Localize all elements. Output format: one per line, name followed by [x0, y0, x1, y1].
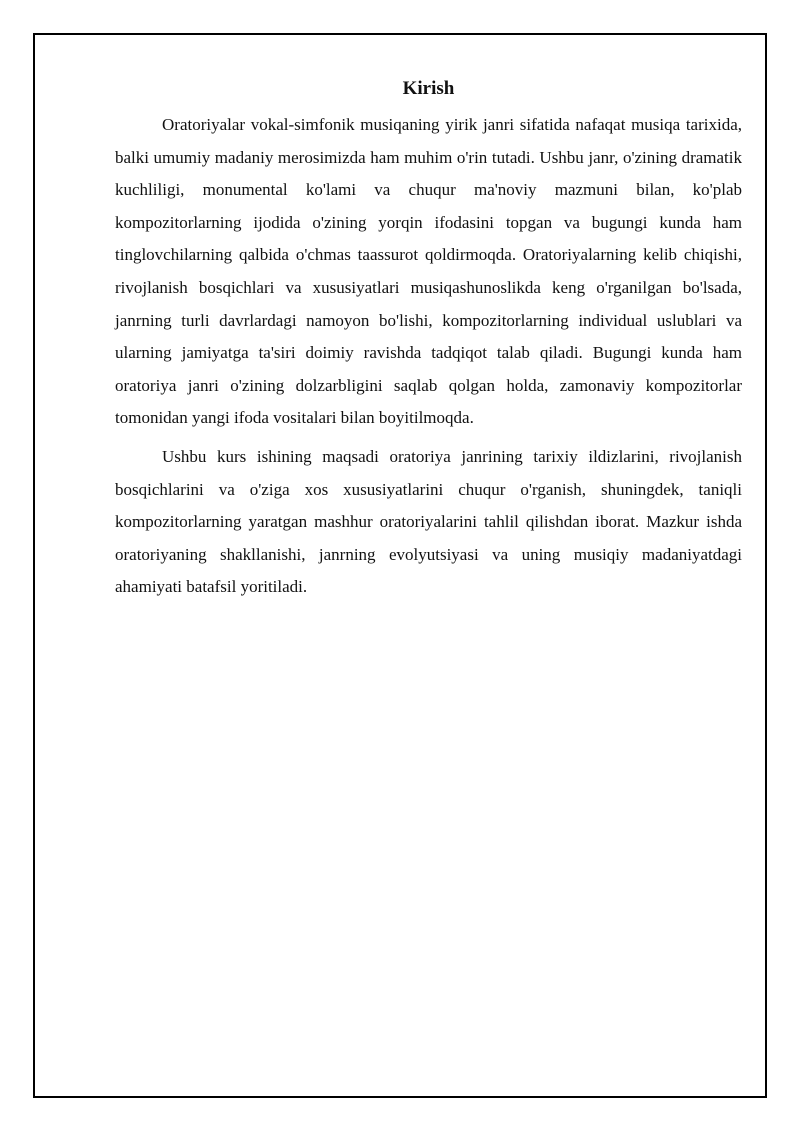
- document-body: [115, 75, 742, 610]
- paragraph-goal: Ushbu kurs ishining maqsadi oratoriya janrining tarixiy ildizlarini, rivojlanish bosqichlarini va o'ziga xos xususiyatlarini chuqur o'rganish, shuningdek, taniqli kompozitorlarning yaratgan mashhur oratoriyalarini tahlil qilishdan iborat. Mazkur ishda oratoriyaning shakllanishi, janrning evolyutsiyasi va uning musiqiy madaniyatdagi ahamiyati batafsil yoritiladi.: [115, 446, 742, 597]
- section-title: Kirish: [402, 78, 455, 99]
- paragraph-intro: Oratoriyalar vokal-simfonik musiqaning yirik janri sifatida nafaqat musiqa tarixida, balki umumiy madaniy merosimizda ham muhim o'rin tutadi. Ushbu janr, o'zining dramatik kuchliligi, monumental ko'lami va chuqur ma'noviy mazmuni bilan, ko'plab kompozitorlarning ijodida o'zining yorqin ifodasini topgan va bugungi kunda ham tinglovchilarning qalbida o'chmas taassurot qoldirmoqda. Oratoriyalarning kelib chiqishi, rivojlanish bosqichlari va xususiyatlari musiqashunoslikda keng o'rganilgan bo'lsada, janrning turli davrlardagi namoyon bo'lishi, kompozitorlarning individual uslublari va ularning jamiyatga ta'siri doimiy ravishda tadqiqot talab qiladi. Bugungi kunda ham oratoriya janri o'zining dolzarbligini saqlab qolgan holda, zamonaviy kompozitorlar tomonidan yangi ifoda vositalari bilan boyitilmoqda.: [115, 115, 742, 428]
